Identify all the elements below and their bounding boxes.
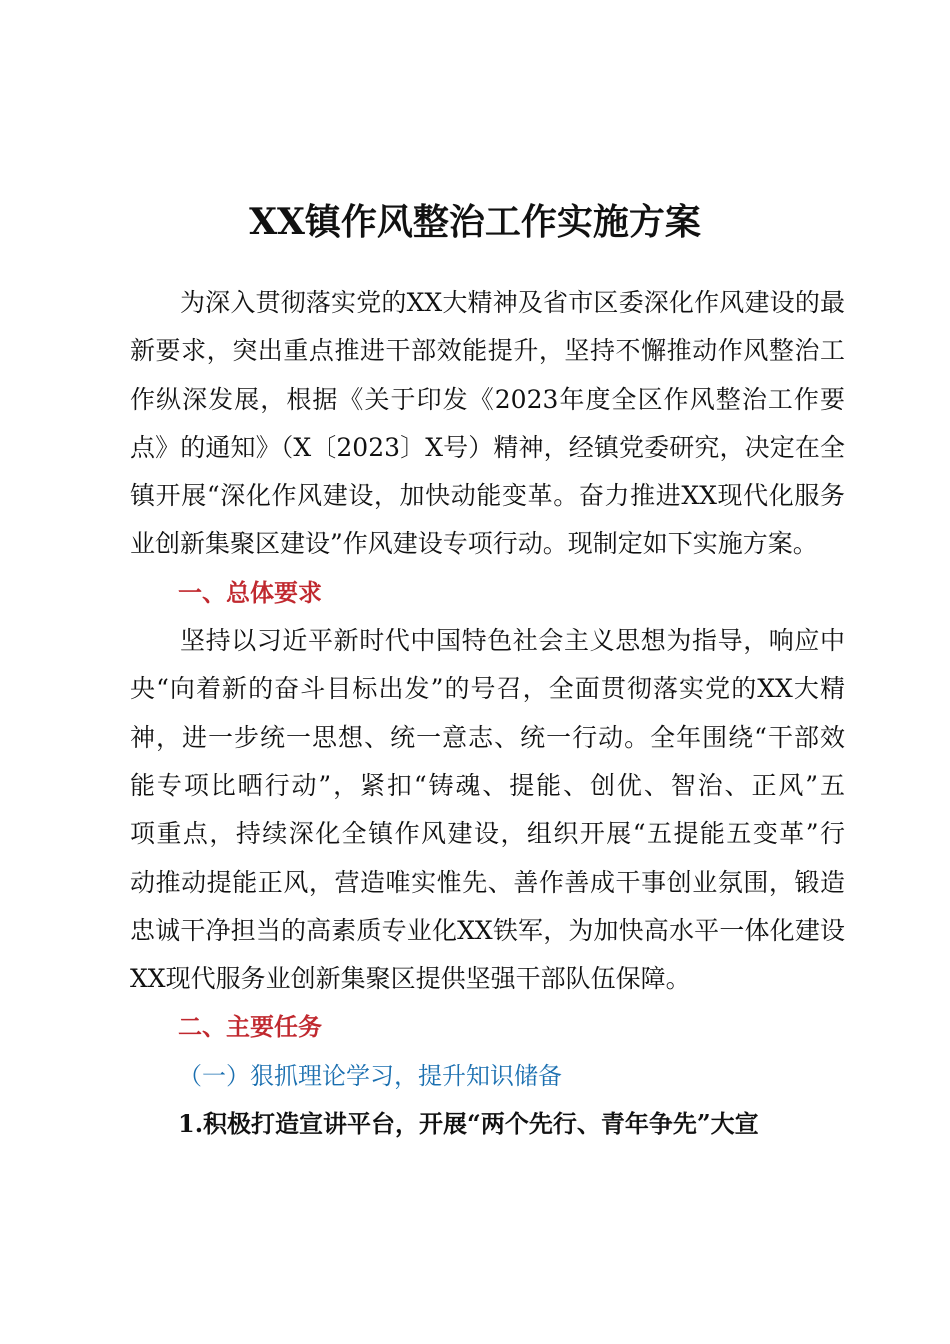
document-title: XX镇作风整治工作实施方案	[249, 201, 701, 243]
section-heading-overall-requirements: 一、总体要求	[178, 578, 322, 607]
paragraph-line: 镇开展“深化作风建设，加快动能变革。奋力推进XX现代化服务	[130, 481, 845, 511]
item-heading-1: 1.积极打造宣讲平台，开展“两个先行、青年争先”大宣	[178, 1109, 759, 1139]
section-heading-main-tasks: 二、主要任务	[178, 1013, 322, 1042]
document-body	[130, 279, 845, 1148]
paragraph-line: 忠诚干净担当的高素质专业化XX铁军，为加快高水平一体化建设	[130, 915, 845, 945]
paragraph-line: 能专项比晒行动”，紧扣“铸魂、提能、创优、智治、正风”五	[130, 770, 845, 800]
paragraph-line: 为深入贯彻落实党的XX大精神及省市区委深化作风建设的最	[180, 288, 845, 317]
paragraph-line: 央“向着新的奋斗目标出发”的号召，全面贯彻落实党的XX大精	[130, 674, 845, 704]
subsection-heading-theory-study: （一）狠抓理论学习，提升知识储备	[178, 1061, 562, 1090]
paragraph-line: 作纵深发展，根据《关于印发《2023年度全区作风整治工作要	[130, 384, 845, 414]
paragraph-line: 坚持以习近平新时代中国特色社会主义思想为指导，响应中	[180, 626, 845, 656]
paragraph-line: XX现代服务业创新集聚区提供坚强干部队伍保障。	[130, 964, 691, 994]
paragraph-line: 点》的通知》（X〔2023〕X号）精神，经镇党委研究，决定在全	[130, 432, 845, 462]
paragraph-line: 神，进一步统一思想、统一意志、统一行动。全年围绕“干部效	[130, 722, 845, 752]
paragraph-line: 业创新集聚区建设”作风建设专项行动。现制定如下实施方案。	[130, 529, 818, 559]
paragraph-line: 项重点，持续深化全镇作风建设，组织开展“五提能五变革”行	[130, 819, 845, 849]
paragraph-line: 动推动提能正风，营造唯实惟先、善作善成干事创业氛围，锻造	[130, 867, 845, 897]
paragraph-line: 新要求，突出重点推进干部效能提升，坚持不懈推动作风整治工	[130, 336, 845, 366]
